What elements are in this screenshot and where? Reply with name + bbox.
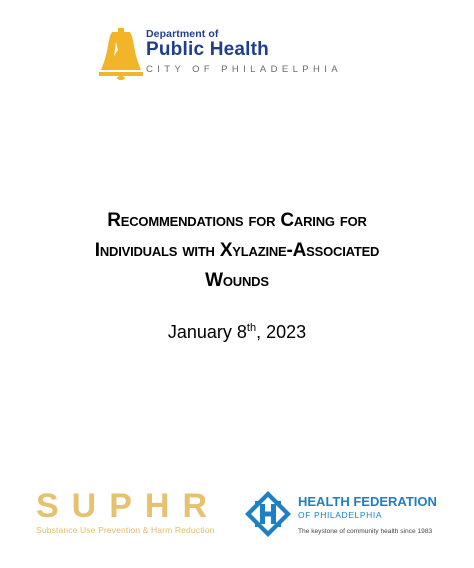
health-federation-logo bbox=[244, 490, 444, 542]
department-of-public-health-logo bbox=[96, 24, 366, 80]
suphr-subtitle: Substance Use Prevention & Harm Reduction bbox=[36, 525, 215, 535]
hfp-tagline: The keystone of community health since 1983 bbox=[298, 528, 433, 535]
department-line2: Public Health bbox=[146, 39, 269, 60]
suphr-wordmark: SUPHR bbox=[36, 487, 221, 525]
date-suffix: , 2023 bbox=[256, 322, 307, 342]
date-prefix: January 8 bbox=[167, 322, 247, 342]
title-line-1: Recommendations for Caring for bbox=[107, 210, 367, 231]
liberty-bell-icon bbox=[96, 24, 146, 80]
title-line-2: Individuals with Xylazine-Associated bbox=[94, 240, 380, 261]
document-title bbox=[0, 206, 474, 296]
hfp-city: OF PHILADELPHIA bbox=[298, 510, 383, 520]
hfp-name: HEALTH FEDERATION bbox=[298, 494, 437, 509]
department-city: CITY OF PHILADELPHIA bbox=[146, 64, 343, 75]
department-name bbox=[146, 28, 342, 76]
suphr-logo bbox=[36, 488, 226, 538]
keystone-h-icon bbox=[244, 490, 292, 538]
document-date bbox=[0, 322, 474, 343]
title-line-3: Wounds bbox=[205, 270, 269, 291]
date-superscript: th bbox=[246, 322, 257, 334]
department-line1: Department of bbox=[146, 28, 219, 40]
health-federation-text bbox=[298, 495, 437, 537]
